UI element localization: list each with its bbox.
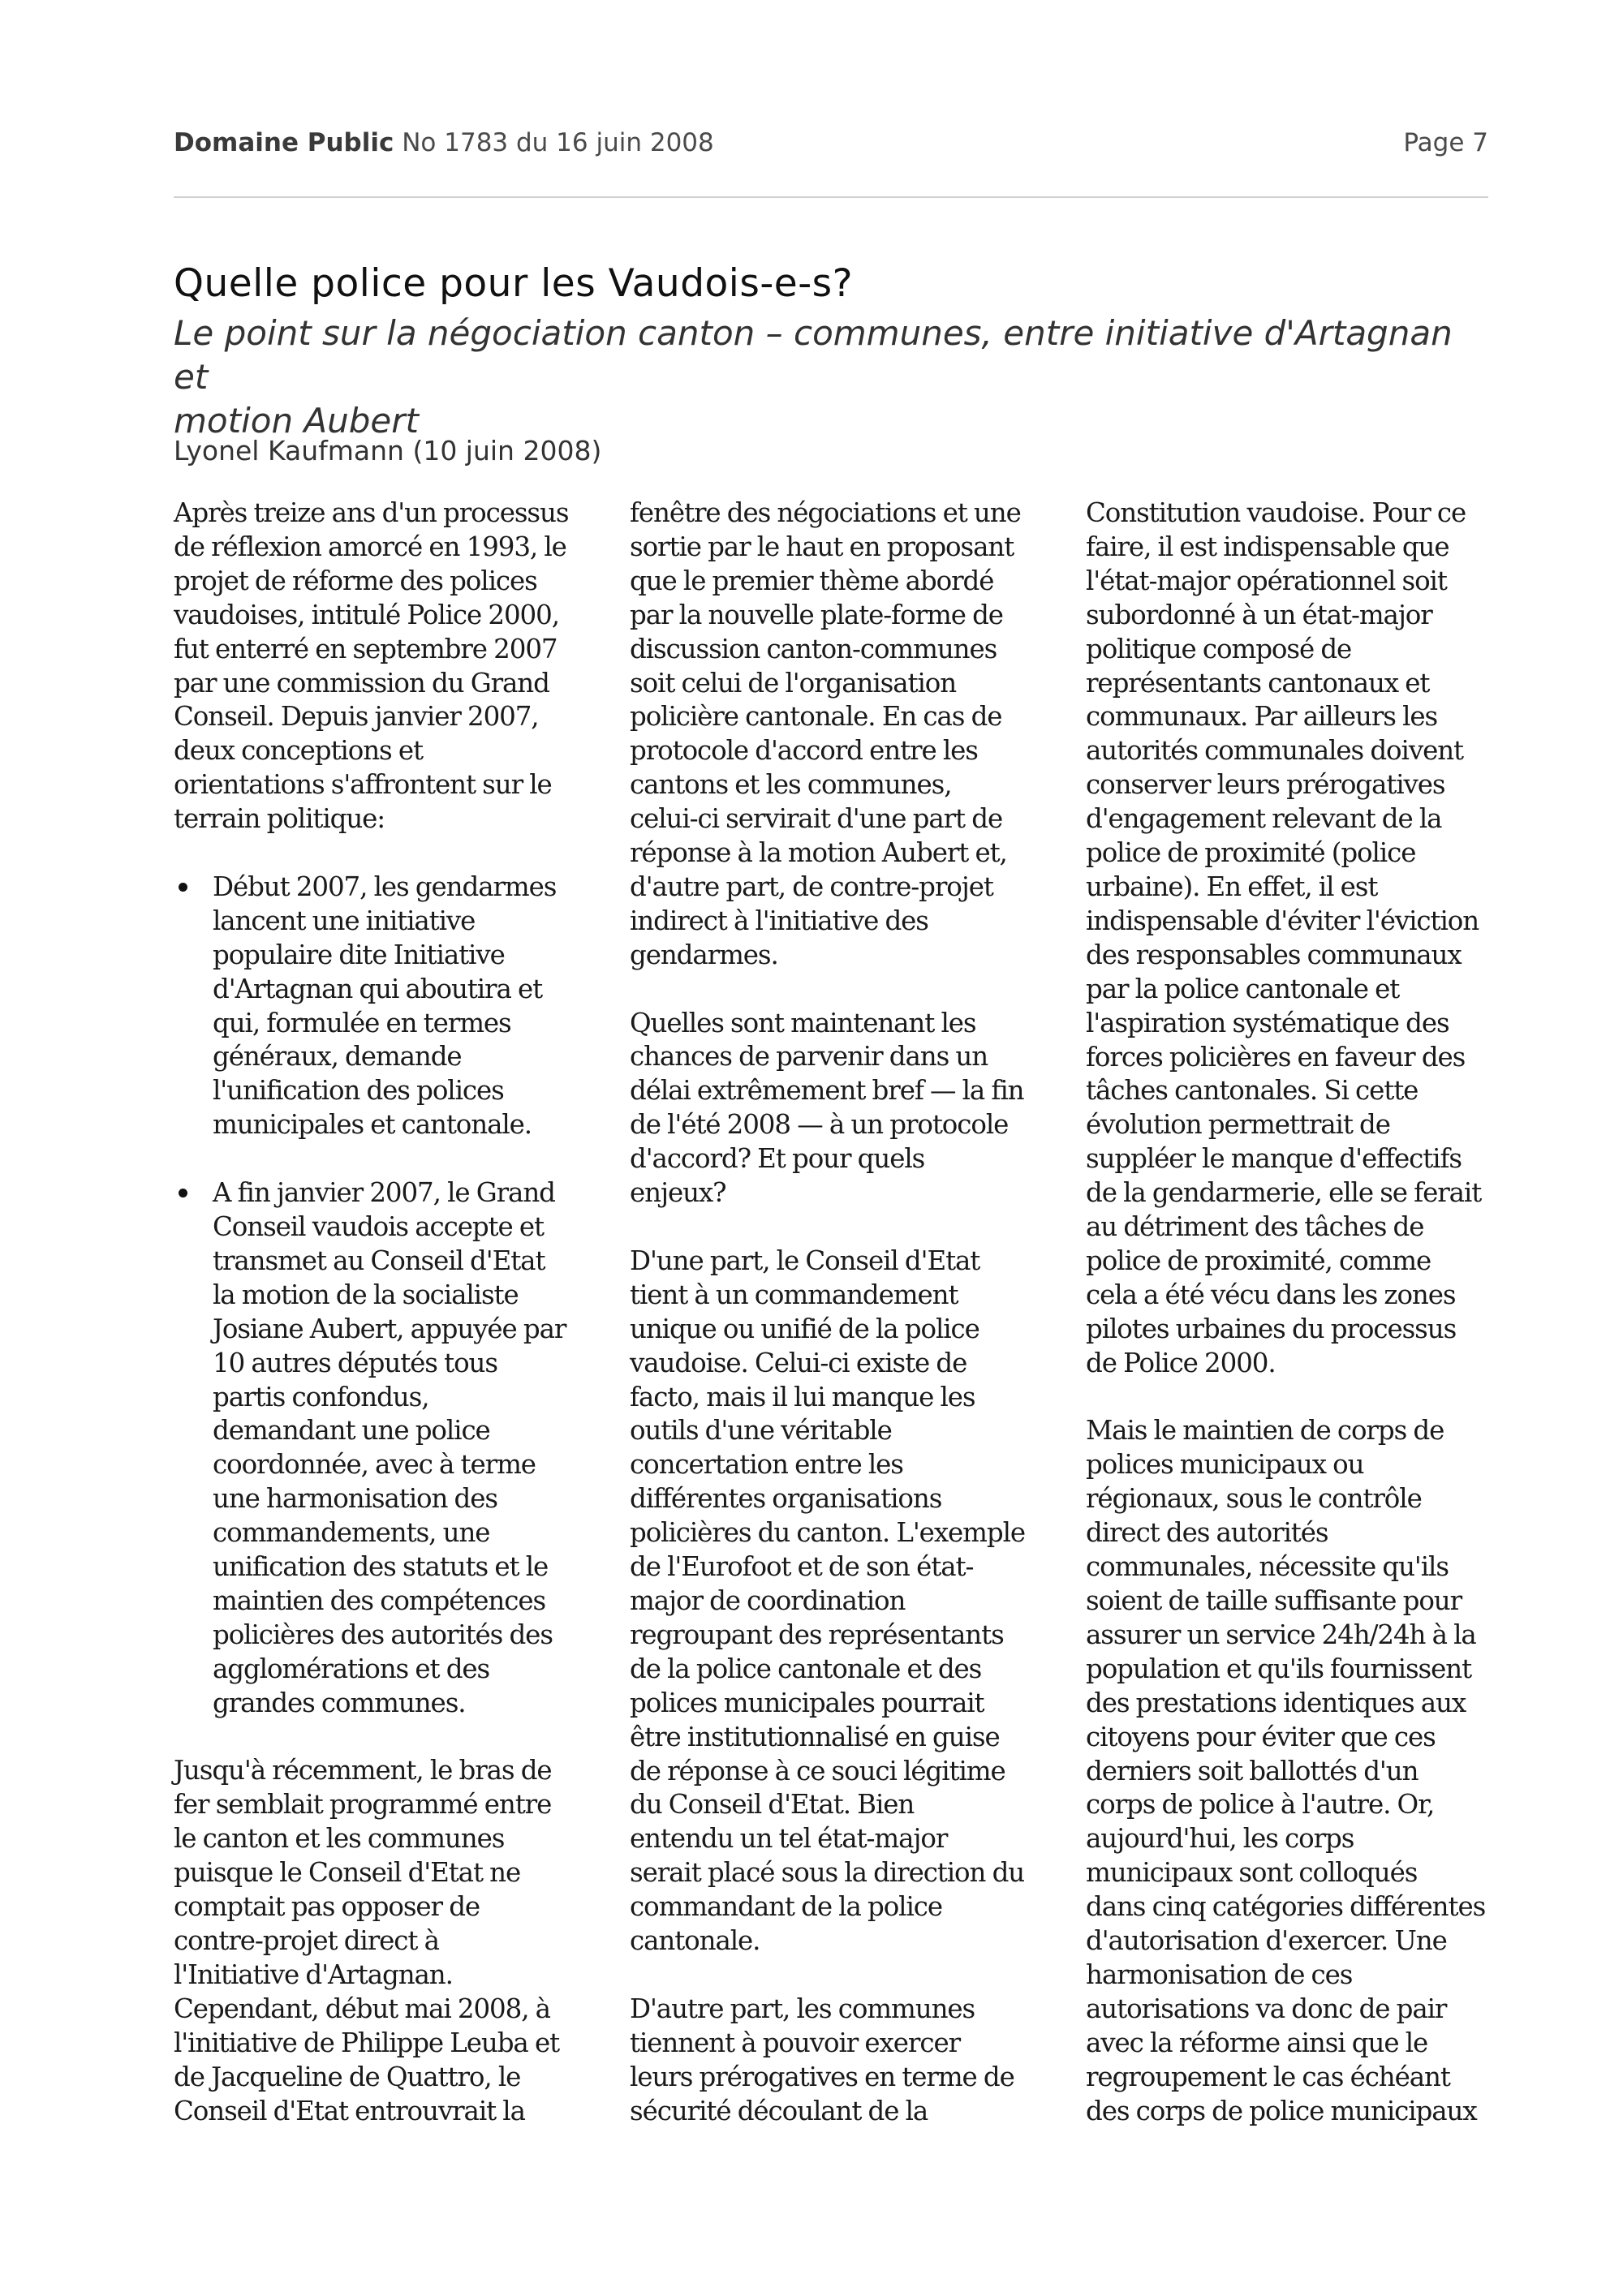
text-line: projet de réforme des polices bbox=[174, 565, 537, 596]
text-line: puisque le Conseil d'Etat ne bbox=[174, 1857, 521, 1889]
text-line: représentants cantonaux et bbox=[1086, 667, 1430, 699]
text-line: outils d'une véritable bbox=[630, 1415, 892, 1447]
text-line: derniers soit ballottés d'un bbox=[1086, 1755, 1419, 1786]
text-line: Conseil vaudois accepte et bbox=[213, 1211, 544, 1242]
text-line: autorisations va donc de pair bbox=[1086, 1993, 1447, 2024]
text-line: d'autre part, de contre-projet bbox=[630, 871, 993, 902]
text-line: communaux. Par ailleurs les bbox=[1086, 701, 1438, 733]
text-line: Cependant, début mai 2008, à bbox=[174, 1993, 550, 2024]
text-line: concertation entre les bbox=[630, 1449, 903, 1481]
text-line: l'aspiration systématique des bbox=[1086, 1007, 1449, 1038]
paragraph bbox=[1086, 497, 1508, 1381]
text-line: vaudoise. Celui-ci existe de bbox=[630, 1347, 967, 1378]
text-line: sécurité découlant de la bbox=[630, 2095, 928, 2126]
text-line: être institutionnalisé en guise bbox=[630, 1721, 1000, 1752]
text-line: l'initiative de Philippe Leuba et bbox=[174, 2027, 560, 2058]
column-3 bbox=[1086, 497, 1508, 2162]
text-line: délai extrêmement bref — la fin bbox=[630, 1075, 1024, 1107]
article-title: Quelle police pour les Vaudois-e-s? bbox=[174, 261, 854, 306]
text-line: unique ou unifié de la police bbox=[630, 1313, 979, 1344]
text-line: avec la réforme ainsi que le bbox=[1086, 2027, 1428, 2058]
text-line: indirect à l'initiative des bbox=[630, 905, 928, 936]
text-line: cantonale. bbox=[630, 1925, 760, 1957]
text-line: transmet au Conseil d'Etat bbox=[213, 1245, 545, 1276]
text-line: entendu un tel état-major bbox=[630, 1823, 948, 1855]
text-line: de réflexion amorcé en 1993, le bbox=[174, 531, 566, 562]
bullet-icon bbox=[179, 1189, 187, 1197]
text-line: d'accord? Et pour quels bbox=[630, 1143, 925, 1175]
text-line: autorités communales doivent bbox=[1086, 735, 1463, 767]
text-line: D'autre part, les communes bbox=[630, 1993, 975, 2024]
text-line: orientations s'affrontent sur le bbox=[174, 769, 552, 801]
text-line: de l'Eurofoot et de son état- bbox=[630, 1551, 974, 1583]
list-item-text bbox=[213, 1176, 592, 1721]
text-line: de la gendarmerie, elle se ferait bbox=[1086, 1177, 1482, 1209]
text-line: polices municipaux ou bbox=[1086, 1449, 1364, 1481]
header-divider bbox=[174, 196, 1488, 198]
text-line: comptait pas opposer de bbox=[174, 1891, 480, 1923]
text-line: tiennent à pouvoir exercer bbox=[630, 2027, 961, 2058]
text-line: populaire dite Initiative bbox=[213, 939, 505, 970]
text-line: par une commission du Grand bbox=[174, 667, 549, 699]
paragraph bbox=[630, 497, 1048, 973]
text-line: par la nouvelle plate-forme de bbox=[630, 599, 1003, 630]
text-line: la motion de la socialiste bbox=[213, 1279, 519, 1310]
text-line: policières du canton. L'exemple bbox=[630, 1517, 1026, 1549]
paragraph bbox=[174, 1754, 592, 2128]
text-line: indispensable d'éviter l'éviction bbox=[1086, 905, 1479, 936]
text-line: suppléer le manque d'effectifs bbox=[1086, 1143, 1462, 1175]
text-line: Mais le maintien de corps de bbox=[1086, 1415, 1444, 1447]
text-line: généraux, demande bbox=[213, 1041, 462, 1073]
text-line: maintien des compétences bbox=[213, 1584, 546, 1616]
text-line: cantons et les communes, bbox=[630, 769, 952, 801]
text-line: unification des statuts et le bbox=[213, 1551, 549, 1583]
text-line: faire, il est indispensable que bbox=[1086, 531, 1449, 562]
text-line: des prestations identiques aux bbox=[1086, 1687, 1466, 1718]
text-line: citoyens pour éviter que ces bbox=[1086, 1721, 1436, 1752]
issue-info: No 1783 du 16 juin 2008 bbox=[402, 128, 714, 157]
text-line: leurs prérogatives en terme de bbox=[630, 2061, 1014, 2092]
text-line: Conseil. Depuis janvier 2007, bbox=[174, 701, 539, 733]
text-line: de l'été 2008 — à un protocole bbox=[630, 1109, 1009, 1141]
text-line: Jusqu'à récemment, le bras de bbox=[174, 1755, 552, 1786]
text-line: Quelles sont maintenant les bbox=[630, 1007, 976, 1038]
text-line: chances de parvenir dans un bbox=[630, 1041, 988, 1073]
text-line: politique composé de bbox=[1086, 633, 1352, 664]
page-number: Page 7 bbox=[1403, 128, 1488, 157]
publication-name: Domaine Public bbox=[174, 128, 394, 157]
text-line: harmonisation de ces bbox=[1086, 1958, 1353, 1990]
text-line: forces policières en faveur des bbox=[1086, 1041, 1466, 1073]
paragraph bbox=[630, 1245, 1048, 1958]
text-line: Après treize ans d'un processus bbox=[174, 497, 569, 528]
text-line: de Jacqueline de Quattro, le bbox=[174, 2061, 521, 2092]
text-line: sortie par le haut en proposant bbox=[630, 531, 1014, 562]
text-line: regroupant des représentants bbox=[630, 1619, 1004, 1650]
text-line: terrain politique: bbox=[174, 803, 385, 835]
text-line: serait placé sous la direction du bbox=[630, 1857, 1025, 1889]
text-line: deux conceptions et bbox=[174, 735, 423, 767]
list-item bbox=[174, 871, 592, 1142]
text-line: facto, mais il lui manque les bbox=[630, 1381, 975, 1412]
text-line: direct des autorités bbox=[1086, 1517, 1328, 1549]
text-line: fer semblait programmé entre bbox=[174, 1789, 552, 1821]
text-line: enjeux? bbox=[630, 1177, 726, 1209]
text-line: major de coordination bbox=[630, 1584, 906, 1616]
text-line: demandant une police bbox=[213, 1415, 490, 1447]
text-line: police de proximité (police bbox=[1086, 837, 1416, 869]
text-line: D'une part, le Conseil d'Etat bbox=[630, 1245, 980, 1276]
text-line: pilotes urbaines du processus bbox=[1086, 1313, 1457, 1344]
text-line: d'engagement relevant de la bbox=[1086, 803, 1442, 835]
subtitle-line: Le point sur la négociation canton – communes, entre initiative d'Artagnan et bbox=[174, 313, 1453, 397]
bullet-icon bbox=[179, 883, 187, 892]
paragraph bbox=[1086, 1414, 1508, 2128]
text-line: l'Initiative d'Artagnan. bbox=[174, 1958, 453, 1990]
text-line: Josiane Aubert, appuyée par bbox=[213, 1313, 566, 1344]
text-line: de Police 2000. bbox=[1086, 1347, 1276, 1378]
text-line: réponse à la motion Aubert et, bbox=[630, 837, 1007, 869]
text-line: cela a été vécu dans les zones bbox=[1086, 1279, 1456, 1310]
page-header bbox=[174, 128, 1488, 174]
text-line: grandes communes. bbox=[213, 1687, 466, 1718]
text-line: urbaine). En effet, il est bbox=[1086, 871, 1378, 902]
text-line: fut enterré en septembre 2007 bbox=[174, 633, 558, 664]
text-line: population et qu'ils fournissent bbox=[1086, 1653, 1472, 1684]
text-line: 10 autres députés tous bbox=[213, 1347, 497, 1378]
article-subtitle bbox=[174, 312, 1488, 443]
text-line: soit celui de l'organisation bbox=[630, 667, 957, 699]
text-line: gendarmes. bbox=[630, 939, 778, 970]
text-line: communales, nécessite qu'ils bbox=[1086, 1551, 1449, 1583]
text-line: différentes organisations bbox=[630, 1483, 942, 1515]
text-line: subordonné à un état-major bbox=[1086, 599, 1432, 630]
paragraph bbox=[630, 1993, 1048, 2129]
text-line: des corps de police municipaux bbox=[1086, 2095, 1477, 2126]
text-line: commandant de la police bbox=[630, 1891, 942, 1923]
paragraph bbox=[174, 497, 592, 836]
text-line: au détriment des tâches de bbox=[1086, 1211, 1424, 1243]
text-line: coordonnée, avec à terme bbox=[213, 1449, 536, 1481]
text-line: une harmonisation des bbox=[213, 1483, 497, 1515]
text-line: qui, formulée en termes bbox=[213, 1007, 511, 1038]
text-line: du Conseil d'Etat. Bien bbox=[630, 1789, 915, 1821]
text-line: tient à un commandement bbox=[630, 1279, 958, 1310]
text-line: vaudoises, intitulé Police 2000, bbox=[174, 599, 559, 630]
subtitle-line: motion Aubert bbox=[174, 401, 419, 441]
text-line: conserver leurs prérogatives bbox=[1086, 769, 1445, 801]
text-line: soient de taille suffisante pour bbox=[1086, 1584, 1462, 1616]
text-line: celui-ci servirait d'une part de bbox=[630, 803, 1003, 835]
text-line: agglomérations et des bbox=[213, 1653, 490, 1684]
text-line: regroupement le cas échéant bbox=[1086, 2061, 1450, 2092]
text-line: discussion canton-communes bbox=[630, 633, 997, 664]
text-line: de la police cantonale et des bbox=[630, 1653, 982, 1684]
article-byline: Lyonel Kaufmann (10 juin 2008) bbox=[174, 435, 602, 467]
text-line: d'Artagnan qui aboutira et bbox=[213, 973, 543, 1004]
text-line: municipales et cantonale. bbox=[213, 1109, 532, 1141]
text-line: des responsables communaux bbox=[1086, 939, 1462, 970]
text-line: le canton et les communes bbox=[174, 1823, 505, 1855]
text-line: d'autorisation d'exercer. Une bbox=[1086, 1925, 1447, 1957]
text-line: l'unification des polices bbox=[213, 1075, 504, 1107]
text-line: assurer un service 24h/24h à la bbox=[1086, 1619, 1476, 1650]
text-line: commandements, une bbox=[213, 1517, 490, 1549]
list-item bbox=[174, 1176, 592, 1721]
text-line: tâches cantonales. Si cette bbox=[1086, 1075, 1419, 1107]
text-line: dans cinq catégories différentes bbox=[1086, 1891, 1486, 1923]
text-line: corps de police à l'autre. Or, bbox=[1086, 1789, 1435, 1821]
text-line: contre-projet direct à bbox=[174, 1925, 439, 1957]
text-line: policière cantonale. En cas de bbox=[630, 701, 1002, 733]
text-line: fenêtre des négociations et une bbox=[630, 497, 1021, 528]
text-line: par la police cantonale et bbox=[1086, 973, 1400, 1004]
list-item-text bbox=[213, 871, 592, 1142]
text-line: que le premier thème abordé bbox=[630, 565, 994, 596]
column-2 bbox=[630, 497, 1048, 2162]
text-line: aujourd'hui, les corps bbox=[1086, 1823, 1354, 1855]
text-line: évolution permettrait de bbox=[1086, 1109, 1390, 1141]
text-line: protocole d'accord entre les bbox=[630, 735, 978, 767]
text-line: police de proximité, comme bbox=[1086, 1245, 1431, 1276]
text-line: polices municipales pourrait bbox=[630, 1687, 984, 1718]
text-line: lancent une initiative bbox=[213, 905, 476, 936]
text-line: A fin janvier 2007, le Grand bbox=[213, 1177, 555, 1209]
text-line: Début 2007, les gendarmes bbox=[213, 871, 557, 902]
column-1 bbox=[174, 497, 592, 2162]
text-line: Constitution vaudoise. Pour ce bbox=[1086, 497, 1466, 528]
text-line: de réponse à ce souci légitime bbox=[630, 1755, 1005, 1786]
text-line: Conseil d'Etat entrouvrait la bbox=[174, 2095, 525, 2126]
text-line: policières des autorités des bbox=[213, 1619, 553, 1650]
text-line: l'état-major opérationnel soit bbox=[1086, 565, 1447, 596]
paragraph bbox=[630, 1007, 1048, 1210]
text-line: municipaux sont colloqués bbox=[1086, 1857, 1418, 1889]
text-line: partis confondus, bbox=[213, 1381, 429, 1412]
bullet-list bbox=[174, 871, 592, 1721]
text-line: régionaux, sous le contrôle bbox=[1086, 1483, 1422, 1515]
